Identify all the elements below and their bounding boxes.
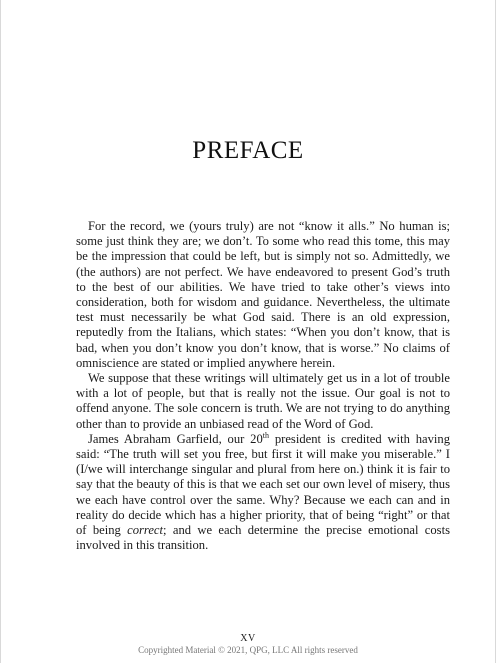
paragraph-3-part-c: ; and we each determine the precise emotional costs involved in this transition. <box>76 523 450 553</box>
copyright-notice: Copyrighted Material © 2021, QPG, LLC All rights reserved <box>138 645 358 655</box>
page-number: XV <box>240 633 256 644</box>
paragraph-1: For the record, we (yours truly) are not “know it alls.” No human is; some just think they are; we don’t. To some who read this tome, this may be the impression that could be left, but is simply not so. Admittedly, we (the authors) are not perfect. We have endeavored to present God’s truth to the best of our abilities. We have tried to take other’s views into consideration, both for wisdom and guidance. Nevertheless, the ultimate test must necessarily be what God said. There is an old expression, reputedly from the Italians, which states: “When you don’t know, that is bad, when you don’t know you don’t know, that is worse.” No claims of omniscience are stated or implied anywhere herein. <box>76 219 450 370</box>
preface-body <box>76 219 450 553</box>
paragraph-3-part-b: president is credited with having said: “The truth will set you free, but first it will make you miserable.” I (I/we will interchange singular and plural from here on.) think it is fair to say that the beauty of this is that we each set our own level of misery, thus we each have control over the same. Why? Because we each can and in reality do decide which has a higher priority, that of being “right” or that of being <box>76 431 450 538</box>
emphasis-correct: correct <box>127 523 164 538</box>
paragraph-2: We suppose that these writings will ultimately get us in a lot of trouble with a lot of people, but that is really not the issue. Our goal is not to offend anyone. The sole concern is truth. We are not trying to do anything other than to provide an unbiased read of the Word of God. <box>76 371 450 431</box>
page-title: PREFACE <box>192 137 304 164</box>
ordinal-suffix: th <box>262 430 270 440</box>
paragraph-3 <box>76 432 450 554</box>
paragraph-3-part-a: James Abraham Garfield, our 20 <box>88 431 263 446</box>
